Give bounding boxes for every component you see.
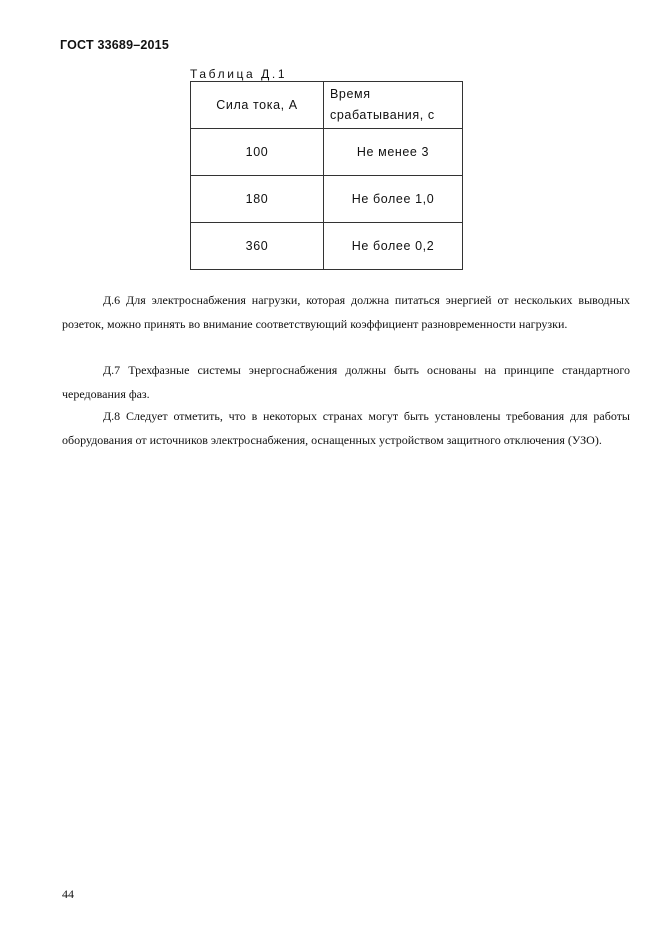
table-caption: Таблица Д.1 <box>190 67 288 81</box>
data-table <box>190 81 463 270</box>
table-cell: 100 <box>191 129 324 176</box>
paragraph-d7: Д.7 Трехфазные системы энергоснабжения должны быть основаны на принципе стандартного чередования фаз. <box>62 363 630 401</box>
table-row <box>191 223 463 270</box>
page-number: 44 <box>62 887 74 901</box>
table-cell: 180 <box>191 176 324 223</box>
paragraph-d6: Д.6 Для электроснабжения нагрузки, которая должна питаться энергией от нескольких выводных розеток, можно принять во внимание соответствующий коэффициент разновременности нагрузки. <box>62 293 630 331</box>
table-row <box>191 129 463 176</box>
column-header-trip-time: Время срабатывания, с <box>324 82 463 129</box>
column-header-current: Сила тока, А <box>191 82 324 129</box>
paragraph-d8: Д.8 Следует отметить, что в некоторых странах могут быть установлены требования для работы оборудования от источников электроснабжения, оснащенных устройством защитного отключения (УЗО). <box>62 409 630 447</box>
standard-header: ГОСТ 33689–2015 <box>60 38 169 52</box>
table-cell: Не более 1,0 <box>324 176 463 223</box>
table-header-row <box>191 82 463 129</box>
table-cell: Не более 0,2 <box>324 223 463 270</box>
table-row <box>191 176 463 223</box>
table-cell: Не менее 3 <box>324 129 463 176</box>
table-cell: 360 <box>191 223 324 270</box>
